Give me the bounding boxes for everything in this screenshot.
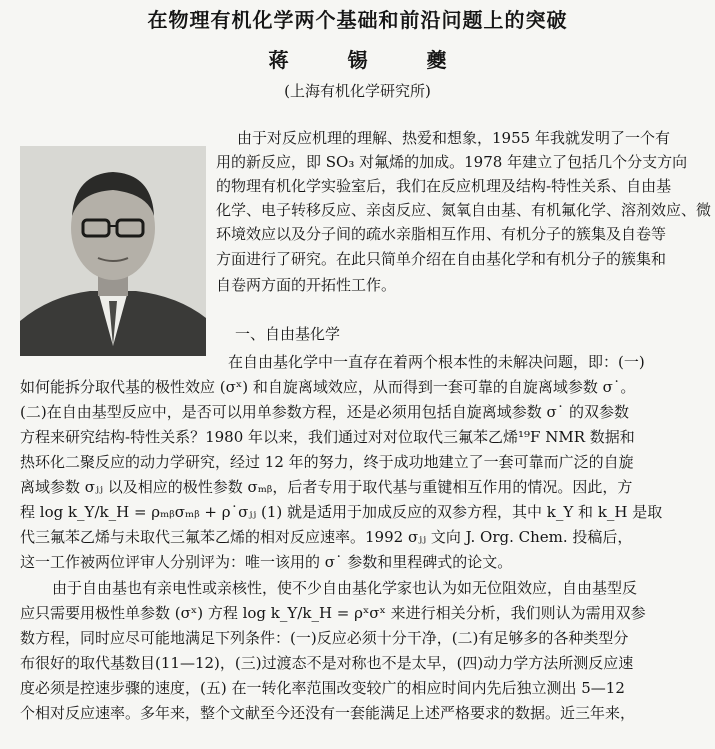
- body-line: (二)在自由基型反应中，是否可以用单参数方程，还是必须用包括自旋离域参数 σ˙ 的双参数: [20, 403, 629, 421]
- intro-line: 环境效应以及分子间的疏水亲脂相互作用、有机分子的簇集及自卷等: [216, 225, 667, 243]
- intro-line: 的物理有机化学实验室后，我们在反应机理及结构-特性关系、自由基: [216, 177, 672, 195]
- body-line: 由于自由基也有亲电性或亲核性，使不少自由基化学家也认为如无位阻效应，自由基型反: [52, 579, 638, 597]
- body-line: 在自由基化学中一直存在着两个根本性的未解决问题，即：(一): [228, 353, 645, 371]
- intro-line: 自卷两方面的开拓性工作。: [216, 276, 397, 294]
- intro-line: 方面进行了研究。在此只简单介绍在自由基化学和有机分子的簇集和: [216, 250, 667, 268]
- body-line: 程 log k_Y/k_H = ρₘᵦσₘᵦ + ρ˙σⱼⱼ (1) 就是适用于加成反应的双参方程，其中 k_Y 和 k_H 是取: [20, 503, 663, 521]
- author-portrait-photo: [20, 146, 206, 356]
- body-line: 这一工作被两位评审人分别评为：唯一该用的 σ˙ 参数和里程碑式的论文。: [20, 553, 513, 571]
- body-line: 热环化二聚反应的动力学研究，经过 12 年的努力，终于成功地建立了一套可靠而广泛的自旋: [20, 453, 634, 471]
- section-heading: 一、自由基化学: [235, 325, 341, 343]
- author-affiliation: (上海有机化学研究所): [284, 82, 431, 100]
- body-line: 数方程，同时应尽可能地满足下列条件：(一)反应必须十分干净，(二)有足够多的各种类型分: [20, 629, 629, 647]
- paper-title: 在物理有机化学两个基础和前沿问题上的突破: [147, 8, 568, 32]
- body-line: 个相对反应速率。多年来，整个文献至今还没有一套能满足上述严格要求的数据。近三年来，: [20, 704, 636, 722]
- intro-line: 用的新反应，即 SO₃ 对氟烯的加成。1978 年建立了包括几个分支方向: [216, 153, 688, 171]
- body-line: 应只需要用极性单参数 (σˣ) 方程 log k_Y/k_H = ρˣσˣ 来进行相关分析，我们则认为需用双参: [20, 604, 646, 622]
- body-line: 度必须是控速步骤的速度，(五) 在一转化率范围改变较广的相应时间内先后独立测出 5—12: [20, 679, 625, 697]
- body-line: 代三氟苯乙烯与未取代三氟苯乙烯的相对反应速率。1992 σⱼⱼ 文向 J. Org. Chem. 投稿后，: [20, 528, 633, 546]
- intro-line: 由于对反应机理的理解、热爱和想象，1955 年我就发明了一个有: [237, 129, 670, 147]
- body-line: 离域参数 σⱼⱼ 以及相应的极性参数 σₘᵦ，后者专用于取代基与重键相互作用的情况。因此，方: [20, 478, 633, 496]
- body-line: 方程来研究结构-特性关系？1980 年以来，我们通过对对位取代三氟苯乙烯¹⁹F NMR 数据和: [20, 428, 635, 446]
- body-line: 如何能拆分取代基的极性效应 (σˣ) 和自旋离域效应，从而得到一套可靠的自旋离域参数 σ˙。: [20, 378, 636, 396]
- intro-line: 化学、电子转移反应、亲卤反应、氮氧自由基、有机氟化学、溶剂效应、微: [216, 201, 712, 219]
- author-name: 蒋 锡 夔: [268, 48, 473, 72]
- body-line: 布很好的取代基数目(11—12)，(三)过渡态不是对称也不是太早，(四)动力学方法所测反应速: [20, 654, 634, 672]
